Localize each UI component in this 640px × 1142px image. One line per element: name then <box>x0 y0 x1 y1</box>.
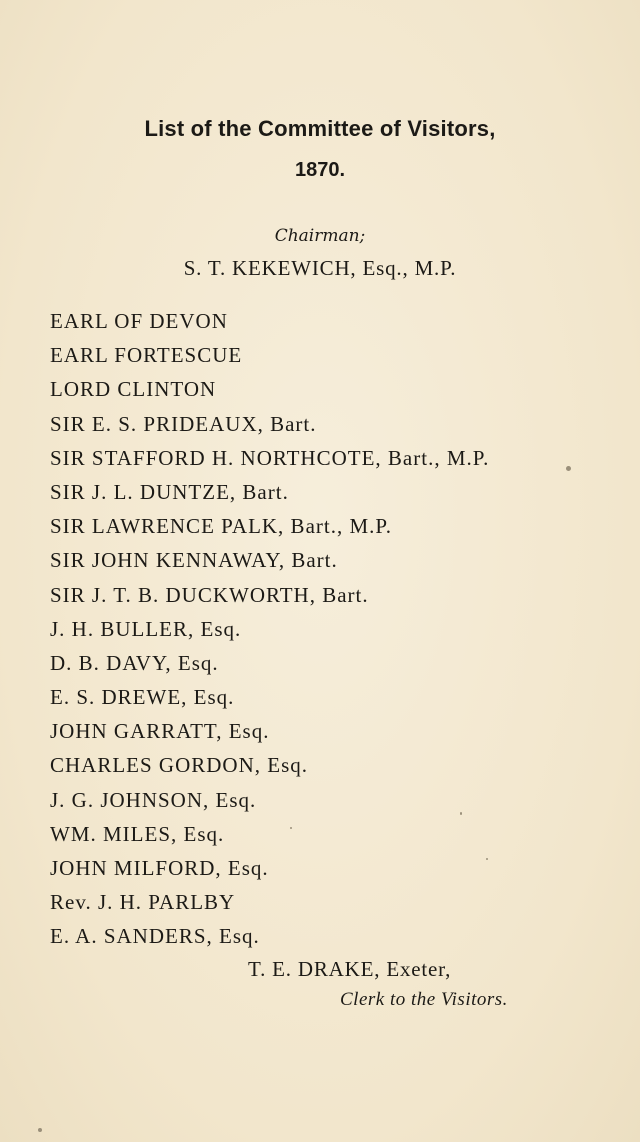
chairman-name: S. T. KEKEWICH, Esq., M.P. <box>183 256 457 280</box>
paper-speck <box>486 858 488 860</box>
clerk-title: Clerk to the Visitors. <box>340 989 508 1010</box>
committee-member: SIR E. S. PRIDEAUX, Bart. <box>50 411 317 436</box>
paper-speck <box>566 466 571 471</box>
committee-member: JOHN MILFORD, Esq. <box>50 856 269 880</box>
committee-member: D. B. DAVY, Esq. <box>50 650 219 675</box>
page-title: List of the Committee of Visitors, <box>144 116 496 141</box>
committee-member: J. G. JOHNSON, Esq. <box>50 787 257 812</box>
paper-speck <box>38 1128 42 1132</box>
committee-member: SIR J. T. B. DUCKWORTH, Bart. <box>50 582 369 607</box>
committee-member: SIR STAFFORD H. NORTHCOTE, Bart., M.P. <box>50 445 490 470</box>
committee-member: JOHN GARRATT, Esq. <box>50 719 270 744</box>
committee-member: SIR J. L. DUNTZE, Bart. <box>50 479 289 504</box>
committee-member: EARL FORTESCUE <box>50 343 243 368</box>
committee-member: CHARLES GORDON, Esq. <box>50 753 309 778</box>
paper-speck <box>460 812 462 815</box>
committee-member: Rev. J. H. PARLBY <box>50 890 236 915</box>
chairman-heading: Chairman; <box>274 226 366 246</box>
year-heading: 1870. <box>294 159 346 181</box>
committee-member-list <box>50 304 489 954</box>
committee-member: WM. MILES, Esq. <box>50 821 225 846</box>
clerk-name: T. E. DRAKE, Exeter, <box>248 957 452 981</box>
paper-speck <box>290 827 292 829</box>
committee-member: SIR JOHN KENNAWAY, Bart. <box>50 548 338 573</box>
committee-member: SIR LAWRENCE PALK, Bart., M.P. <box>50 514 392 539</box>
committee-member: J. H. BULLER, Esq. <box>50 616 242 641</box>
committee-member: E. A. SANDERS, Esq. <box>50 924 260 949</box>
committee-member: EARL OF DEVON <box>50 309 228 333</box>
committee-member: E. S. DREWE, Esq. <box>50 685 235 710</box>
committee-member: LORD CLINTON <box>50 377 217 402</box>
